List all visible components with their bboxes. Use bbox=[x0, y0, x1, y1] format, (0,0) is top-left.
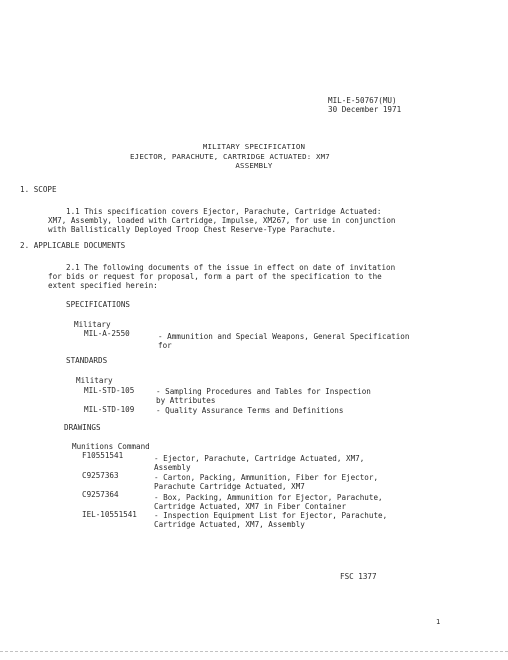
scope-heading: 1. SCOPE bbox=[20, 185, 57, 194]
applicable-para-line-1: 2.1 The following documents of the issue in effect on date of invitation bbox=[66, 263, 396, 272]
specifications-heading: SPECIFICATIONS bbox=[66, 300, 131, 309]
specifications-group-label: Military bbox=[74, 320, 111, 329]
standard-desc: - Sampling Procedures and Tables for Inspection by Attributes bbox=[156, 387, 371, 405]
scope-para-line-3: with Ballistically Deployed Troop Chest Reserve-Type Parachute. bbox=[48, 225, 337, 234]
scope-para-line-2: XM7, Assembly, loaded with Cartridge, Impulse, XM267, for use in conjunction bbox=[48, 216, 396, 225]
document-number: MIL-E-50767(MU) bbox=[328, 96, 397, 105]
page-mark: 1 bbox=[436, 618, 441, 626]
document-date: 30 December 1971 bbox=[328, 105, 402, 114]
drawing-desc: - Ejector, Parachute, Cartridge Actuated, XM7, Assembly bbox=[154, 454, 365, 472]
applicable-para-line-3: extent specified herein: bbox=[48, 281, 158, 290]
drawing-id: C9257364 bbox=[82, 490, 119, 499]
drawings-heading: DRAWINGS bbox=[64, 423, 101, 432]
standard-id: MIL-STD-105 bbox=[84, 386, 135, 395]
applicable-para-line-2: for bids or request for proposal, form a part of the specification to the bbox=[48, 272, 382, 281]
scope-para-line-1: 1.1 This specification covers Ejector, Parachute, Cartridge Actuated: bbox=[66, 207, 382, 216]
standards-heading: STANDARDS bbox=[66, 356, 108, 365]
drawing-id: F10551541 bbox=[82, 451, 124, 460]
applicable-documents-heading: 2. APPLICABLE DOCUMENTS bbox=[20, 241, 126, 250]
fsc-code: FSC 1377 bbox=[340, 572, 377, 581]
title-line-3: ASSEMBLY bbox=[235, 161, 273, 170]
title-line-2: EJECTOR, PARACHUTE, CARTRIDGE ACTUATED: XM7 bbox=[130, 152, 330, 161]
spec-desc: - Ammunition and Special Weapons, General Specification for bbox=[158, 332, 410, 350]
drawing-desc: - Inspection Equipment List for Ejector, Parachute, Cartridge Actuated, XM7, Assembly bbox=[154, 511, 388, 529]
drawing-id: IEL-10551541 bbox=[82, 510, 137, 519]
standard-desc: - Quality Assurance Terms and Definitions bbox=[156, 406, 344, 415]
scan-edge-line bbox=[0, 651, 508, 654]
title-line-1: MILITARY SPECIFICATION bbox=[202, 142, 306, 151]
spec-id: MIL-A-2550 bbox=[84, 329, 130, 338]
drawing-desc: - Box, Packing, Ammunition for Ejector, Parachute, Cartridge Actuated, XM7 in Fiber Container bbox=[154, 493, 383, 511]
standards-group-label: Military bbox=[76, 376, 113, 385]
drawings-group-label: Munitions Command bbox=[72, 442, 150, 451]
drawing-desc: - Carton, Packing, Ammunition, Fiber for Ejector, Parachute Cartridge Actuated, XM7 bbox=[154, 473, 379, 491]
drawing-id: C9257363 bbox=[82, 471, 119, 480]
standard-id: MIL-STD-109 bbox=[84, 405, 135, 414]
